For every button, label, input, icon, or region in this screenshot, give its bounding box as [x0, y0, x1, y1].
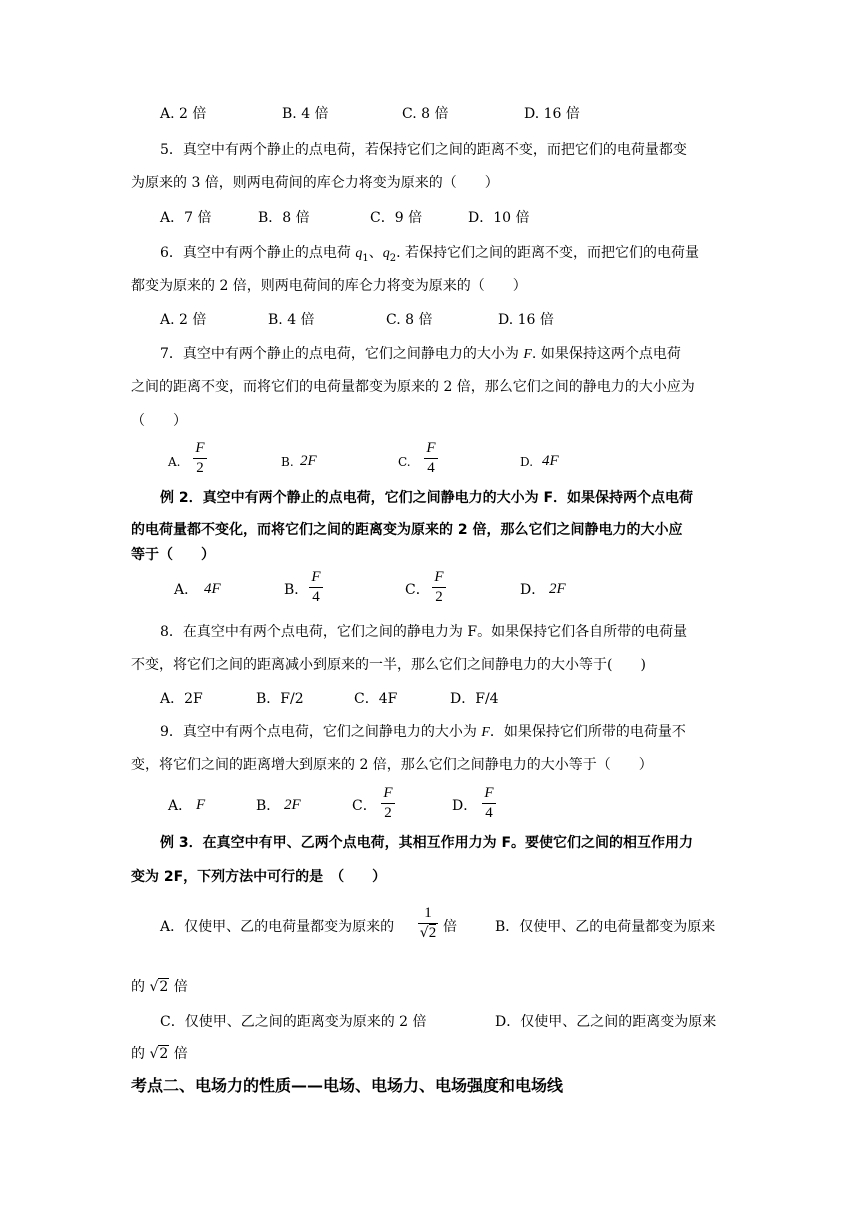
ex3-option-a-den-wrap: √2 — [419, 925, 437, 941]
q6-text-line2: 都变为原来的 2 倍，则两电荷间的库仑力将变为原来的（ ） — [131, 278, 527, 294]
q9-text-a: 9．真空中有两个点电荷，它们之间静电力的大小为 — [160, 724, 482, 740]
ex2-option-c-fraction — [432, 569, 446, 606]
q9-option-d-fraction — [482, 785, 496, 822]
ex3-option-a-den: 2 — [428, 925, 437, 941]
ex3-option-d-radicand: 2 — [159, 1046, 169, 1062]
ex2-text-line3: 等于（ ） — [131, 547, 215, 563]
ex2-option-b-fraction — [309, 569, 323, 606]
q6-q2-sub: 2 — [389, 252, 397, 264]
ex2-option-b-num: F — [311, 569, 321, 585]
ex2-option-a-value: 4F — [204, 581, 221, 597]
ex2-option-d-label: D． — [520, 582, 546, 598]
q6-option-c: C. 8 倍 — [386, 312, 433, 328]
ex2-text-line1: 例 2．真空中有两个静止的点电荷，它们之间静电力的大小为 F．如果保持两个点电荷 — [160, 490, 694, 506]
ex3-text-line1: 例 3．在真空中有甲、乙两个点电荷，其相互作用力为 F。要使它们之间的相互作用力 — [160, 835, 694, 851]
q6-sep: 、 — [368, 245, 383, 261]
ex2-option-b-label: B． — [284, 582, 309, 598]
q7-text-line3: （ ） — [131, 413, 187, 429]
ex3-option-a-num: 1 — [424, 905, 432, 921]
ex2-option-c-label: C． — [405, 582, 430, 598]
ex3-option-b-continuation — [131, 977, 188, 997]
q9-text-b: ．如果保持它们所带的电荷量不 — [489, 724, 686, 740]
q7-option-c-den: 4 — [427, 460, 435, 476]
q7-text-a: 7．真空中有两个静止的点电荷，它们之间静电力的大小为 — [160, 346, 524, 362]
q8-option-d: D．F/4 — [450, 691, 499, 707]
ex2-option-c-den: 2 — [435, 589, 443, 605]
q7-text-line1 — [160, 344, 681, 365]
q7-option-c-num: F — [426, 440, 436, 456]
q7-option-d-label: D. — [520, 455, 534, 469]
ex3-option-d-cont-suffix: 倍 — [173, 1046, 188, 1062]
q8-text-line1: 8．在真空中有两个点电荷，它们之间的静电力为 F。如果保持它们各自所带的电荷量 — [160, 624, 688, 640]
ex3-option-b-radicand: 2 — [159, 979, 169, 995]
q6-text-line1 — [160, 243, 699, 269]
q9-option-d-den: 4 — [485, 805, 493, 821]
q9-option-d-label: D． — [452, 798, 478, 814]
q8-option-c: C．4F — [354, 691, 398, 707]
q9-option-c-label: C． — [352, 798, 377, 814]
q7-text-b: . 如果保持这两个点电荷 — [531, 346, 681, 362]
q7-option-b-value: 2F — [300, 453, 317, 469]
q7-option-b-label: B. — [281, 455, 294, 469]
ex2-option-b-den: 4 — [312, 589, 320, 605]
q7-option-c-label: C. — [398, 455, 411, 469]
ex2-option-a-label: A． — [174, 582, 199, 598]
q7-option-a-den: 2 — [196, 460, 204, 476]
q6-q1: q — [355, 246, 363, 261]
q9-option-d-num: F — [484, 785, 494, 801]
q6-option-b: B. 4 倍 — [268, 312, 315, 328]
q9-option-c-fraction — [381, 785, 395, 822]
ex3-option-a-fraction — [418, 905, 438, 942]
q6-option-d: D. 16 倍 — [498, 312, 554, 328]
q5-text-line1: 5．真空中有两个静止的点电荷，若保持它们之间的距离不变，而把它们的电荷量都变 — [160, 142, 687, 158]
ex2-option-c-num: F — [434, 569, 444, 585]
q7-option-c-fraction — [424, 440, 438, 477]
q6-option-a: A. 2 倍 — [160, 312, 207, 328]
q7-option-a-num: F — [195, 440, 205, 456]
ex3-option-c-text: C．仅使甲、乙之间的距离变为原来的 2 倍 — [160, 1014, 427, 1030]
q7-F: F — [523, 347, 532, 362]
section-heading: 考点二、电场力的性质——电场、电场力、电场强度和电场线 — [131, 1076, 564, 1095]
q9-option-a-value: F — [196, 797, 206, 813]
ex3-option-d-continuation — [131, 1044, 188, 1064]
q7-option-d-value: 4F — [542, 453, 559, 469]
q6-text-a: 6．真空中有两个静止的点电荷 — [160, 245, 356, 261]
ex3-option-a-suffix: 倍 — [443, 919, 457, 935]
q9-option-b-value: 2F — [284, 797, 301, 813]
q9-option-b-label: B． — [256, 798, 281, 814]
ex3-option-b-text: B．仅使甲、乙的电荷量都变为原来 — [495, 919, 716, 935]
q9-text-line2: 变，将它们之间的距离增大到原来的 2 倍，那么它们之间静电力的大小等于（ ） — [131, 757, 653, 773]
ex3-option-b-cont-prefix: 的 — [131, 979, 145, 995]
q4-option-c: C. 8 倍 — [402, 106, 449, 122]
ex3-text-line2: 变为 2F，下列方法中可行的是 （ ） — [131, 869, 387, 885]
q8-option-a: A．2F — [160, 691, 203, 707]
q7-text-line2: 之间的距离不变，而将它们的电荷量都变为原来的 2 倍，那么它们之间的静电力的大小应为 — [131, 379, 695, 395]
q9-text-line1 — [160, 722, 686, 743]
q5-option-a: A．7 倍 — [160, 210, 212, 226]
q8-option-b: B．F/2 — [256, 691, 304, 707]
q9-F: F — [481, 725, 490, 740]
q7-option-a-fraction — [193, 440, 207, 477]
q9-option-c-num: F — [383, 785, 393, 801]
q8-text-line2: 不变，将它们之间的距离减小到原来的一半，那么它们之间静电力的大小等于( ) — [131, 657, 646, 673]
q4-option-b: B. 4 倍 — [282, 106, 329, 122]
q9-option-c-den: 2 — [384, 805, 392, 821]
q5-option-c: C．9 倍 — [370, 210, 423, 226]
ex2-option-d-value: 2F — [549, 581, 566, 597]
q6-text-b: . 若保持它们之间的距离不变，而把它们的电荷量 — [396, 245, 700, 261]
q5-option-b: B．8 倍 — [258, 210, 310, 226]
q6-q1-sub: 1 — [362, 252, 369, 264]
q7-option-a-label: A. — [168, 455, 181, 469]
ex3-option-d-cont-prefix: 的 — [131, 1046, 145, 1062]
ex3-option-d-text: D．仅使甲、乙之间的距离变为原来 — [495, 1014, 717, 1030]
q5-option-d: D．10 倍 — [468, 210, 530, 226]
q4-option-d: D. 16 倍 — [524, 106, 580, 122]
ex3-option-b-sqrt: √2 — [149, 979, 169, 995]
ex3-option-a-text: A．仅使甲、乙的电荷量都变为原来的 — [160, 919, 395, 935]
q4-option-a: A. 2 倍 — [160, 106, 207, 122]
q6-q2: q — [382, 246, 390, 261]
q9-option-a-label: A． — [168, 798, 193, 814]
q5-text-line2: 为原来的 3 倍，则两电荷间的库仑力将变为原来的（ ） — [131, 175, 499, 191]
ex2-text-line2: 的电荷量都不变化，而将它们之间的距离变为原来的 2 倍，那么它们之间静电力的大小应 — [131, 522, 683, 538]
ex3-option-b-cont-suffix: 倍 — [173, 979, 188, 995]
ex3-option-d-sqrt: √2 — [149, 1046, 169, 1062]
